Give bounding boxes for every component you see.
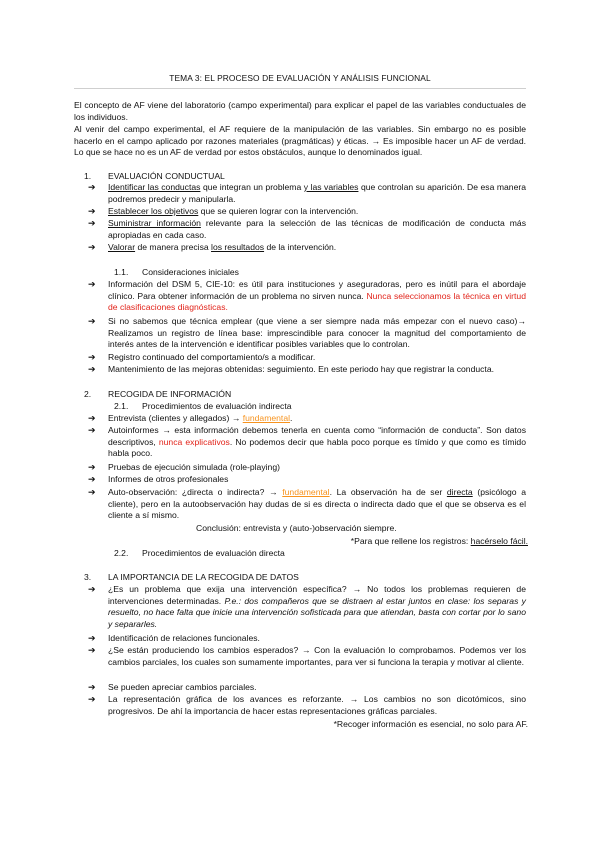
list-item: ➔ Registro continuado del comportamiento/s a modificar. <box>88 352 316 362</box>
intro-paragraph-1: El concepto de AF viene del laboratorio (campo experimental) para explicar el papel de las variables conductuales de los individuos. <box>74 100 526 122</box>
list-item: ➔ Informes de otros profesionales <box>88 474 229 484</box>
arrow-bullet-icon: ➔ <box>88 645 96 655</box>
arrow-bullet-icon: ➔ <box>88 584 96 594</box>
list-item: ➔ Valorar de manera precisa los resultados de la intervención. <box>88 242 337 252</box>
arrow-bullet-icon: ➔ <box>88 182 96 192</box>
arrow-bullet-icon: ➔ <box>88 462 96 472</box>
section-1-heading <box>84 171 225 183</box>
arrow-bullet-icon: ➔ <box>88 364 96 374</box>
list-item: ➔ Se pueden apreciar cambios parciales. <box>88 682 257 692</box>
list-item: ➔ Mantenimiento de las mejoras obtenidas: seguimiento. En este periodo hay que registrar la conducta. <box>88 364 494 374</box>
list-item: ➔ Pruebas de ejecución simulada (role-playing) <box>88 462 280 472</box>
list-item: ➔ Autoinformes → esta información debemos tenerla en cuenta como “información de conducta”. Son datos descriptivos, nunca explicativos. No podemos decir que habla poco porque es tímido y que como es tímido habla poco. <box>88 425 526 459</box>
section-title: EVALUACIÓN CONDUCTUAL <box>108 171 225 181</box>
list-item: ➔ Identificar las conductas que integran un problema y las variables que controlan su aparición. De esa manera podremos predecir y manipularla. <box>88 182 526 204</box>
arrow-bullet-icon: ➔ <box>88 474 96 484</box>
list-item: ➔ Entrevista (clientes y allegados) → fundamental. <box>88 413 293 423</box>
final-note: *Recoger información es esencial, no solo para AF. <box>333 719 528 729</box>
arrow-bullet-icon: ➔ <box>88 279 96 289</box>
arrow-bullet-icon: ➔ <box>88 682 96 692</box>
subsection-1-1-heading: 1.1. Consideraciones iniciales <box>114 267 239 277</box>
section-3-heading: 3. LA IMPORTANCIA DE LA RECOGIDA DE DATOS <box>84 572 299 582</box>
arrow-bullet-icon: ➔ <box>88 633 96 643</box>
title-divider <box>74 88 526 89</box>
subsection-2-2-heading: 2.2. Procedimientos de evaluación directa <box>114 548 285 558</box>
side-note: *Para que rellene los registros: hacérselo fácil. <box>350 536 528 546</box>
subsection-2-1-heading: 2.1. Procedimientos de evaluación indirecta <box>114 401 292 411</box>
list-item: ➔ La representación gráfica de los avances es reforzante. → Los cambios no son dicotómicos, sino progresivos. De ahí la importancia de hacer estas representaciones gráficas parciales. <box>88 694 526 716</box>
arrow-bullet-icon: ➔ <box>88 316 96 326</box>
intro-paragraph-2: Al venir del campo experimental, el AF requiere de la manipulación de las variables. Sin embargo no es posible hacerlo en el campo aplicado por razones materiales (pragmáticas) y éticas. → Es imposible hacer un AF de verdad. Lo que se hace no es un AF de verdad por estos obstáculos, aunque lo denominados igual. <box>74 124 526 158</box>
arrow-bullet-icon: ➔ <box>88 352 96 362</box>
document-title: TEMA 3: EL PROCESO DE EVALUACIÓN Y ANÁLISIS FUNCIONAL <box>169 73 431 83</box>
arrow-bullet-icon: ➔ <box>88 413 96 423</box>
list-item: ➔ Si no sabemos que técnica emplear (que viene a ser siempre nada más empezar con el nuevo caso)→ Realizamos un registro de línea base: imprescindible para conocer la magnitud del comportamiento de interés antes de la intervención e identificar posibles variables que lo controlan. <box>88 316 526 350</box>
arrow-bullet-icon: ➔ <box>88 218 96 228</box>
arrow-bullet-icon: ➔ <box>88 206 96 216</box>
arrow-bullet-icon: ➔ <box>88 694 96 704</box>
list-item: ➔ Auto-observación: ¿directa o indirecta? → fundamental. La observación ha de ser directa (psicólogo a cliente), pero en la autoobservación hay dudas de si es directa o indirecta dado que el que se observa es el cliente a sí mismo. <box>88 487 526 521</box>
arrow-bullet-icon: ➔ <box>88 242 96 252</box>
list-item: ➔ Identificación de relaciones funcionales. <box>88 633 260 643</box>
section-2-heading: 2. RECOGIDA DE INFORMACIÓN <box>84 389 232 399</box>
list-item: ➔ Suministrar información relevante para la selección de las técnicas de modificación de conducta más apropiadas en cada caso. <box>88 218 526 240</box>
conclusion-line: Conclusión: entrevista y (auto-)observación siempre. <box>196 523 397 533</box>
arrow-bullet-icon: ➔ <box>88 425 96 435</box>
list-item: ➔ Información del DSM 5, CIE-10: es útil para instituciones y aseguradoras, pero es inútil para el abordaje clínico. Para obtener información de un problema no sirven nunca. Nunca seleccionamos la técnica en virtud de clasificaciones diagnósticas. <box>88 279 526 313</box>
list-item: ➔ ¿Es un problema que exija una intervención específica? → No todos los problemas requieren de intervenciones determinadas. P.e.: dos compañeros que se distraen al estar juntos en clase: los separas y resuelto, no hace falta que inicie una intervención sofisticada para que atiendan, basta con cortar por lo sano y separarles. <box>88 584 526 629</box>
section-number: 1. <box>84 171 92 181</box>
arrow-bullet-icon: ➔ <box>88 487 96 497</box>
list-item: ➔ Establecer los objetivos que se quieren lograr con la intervención. <box>88 206 359 216</box>
list-item: ➔ ¿Se están produciendo los cambios esperados? → Con la evaluación lo comprobamos. Podemos ver los cambios parciales, los cuales son sumamente importantes, para ver si funciona la terapia y motivar al cliente. <box>88 645 526 667</box>
